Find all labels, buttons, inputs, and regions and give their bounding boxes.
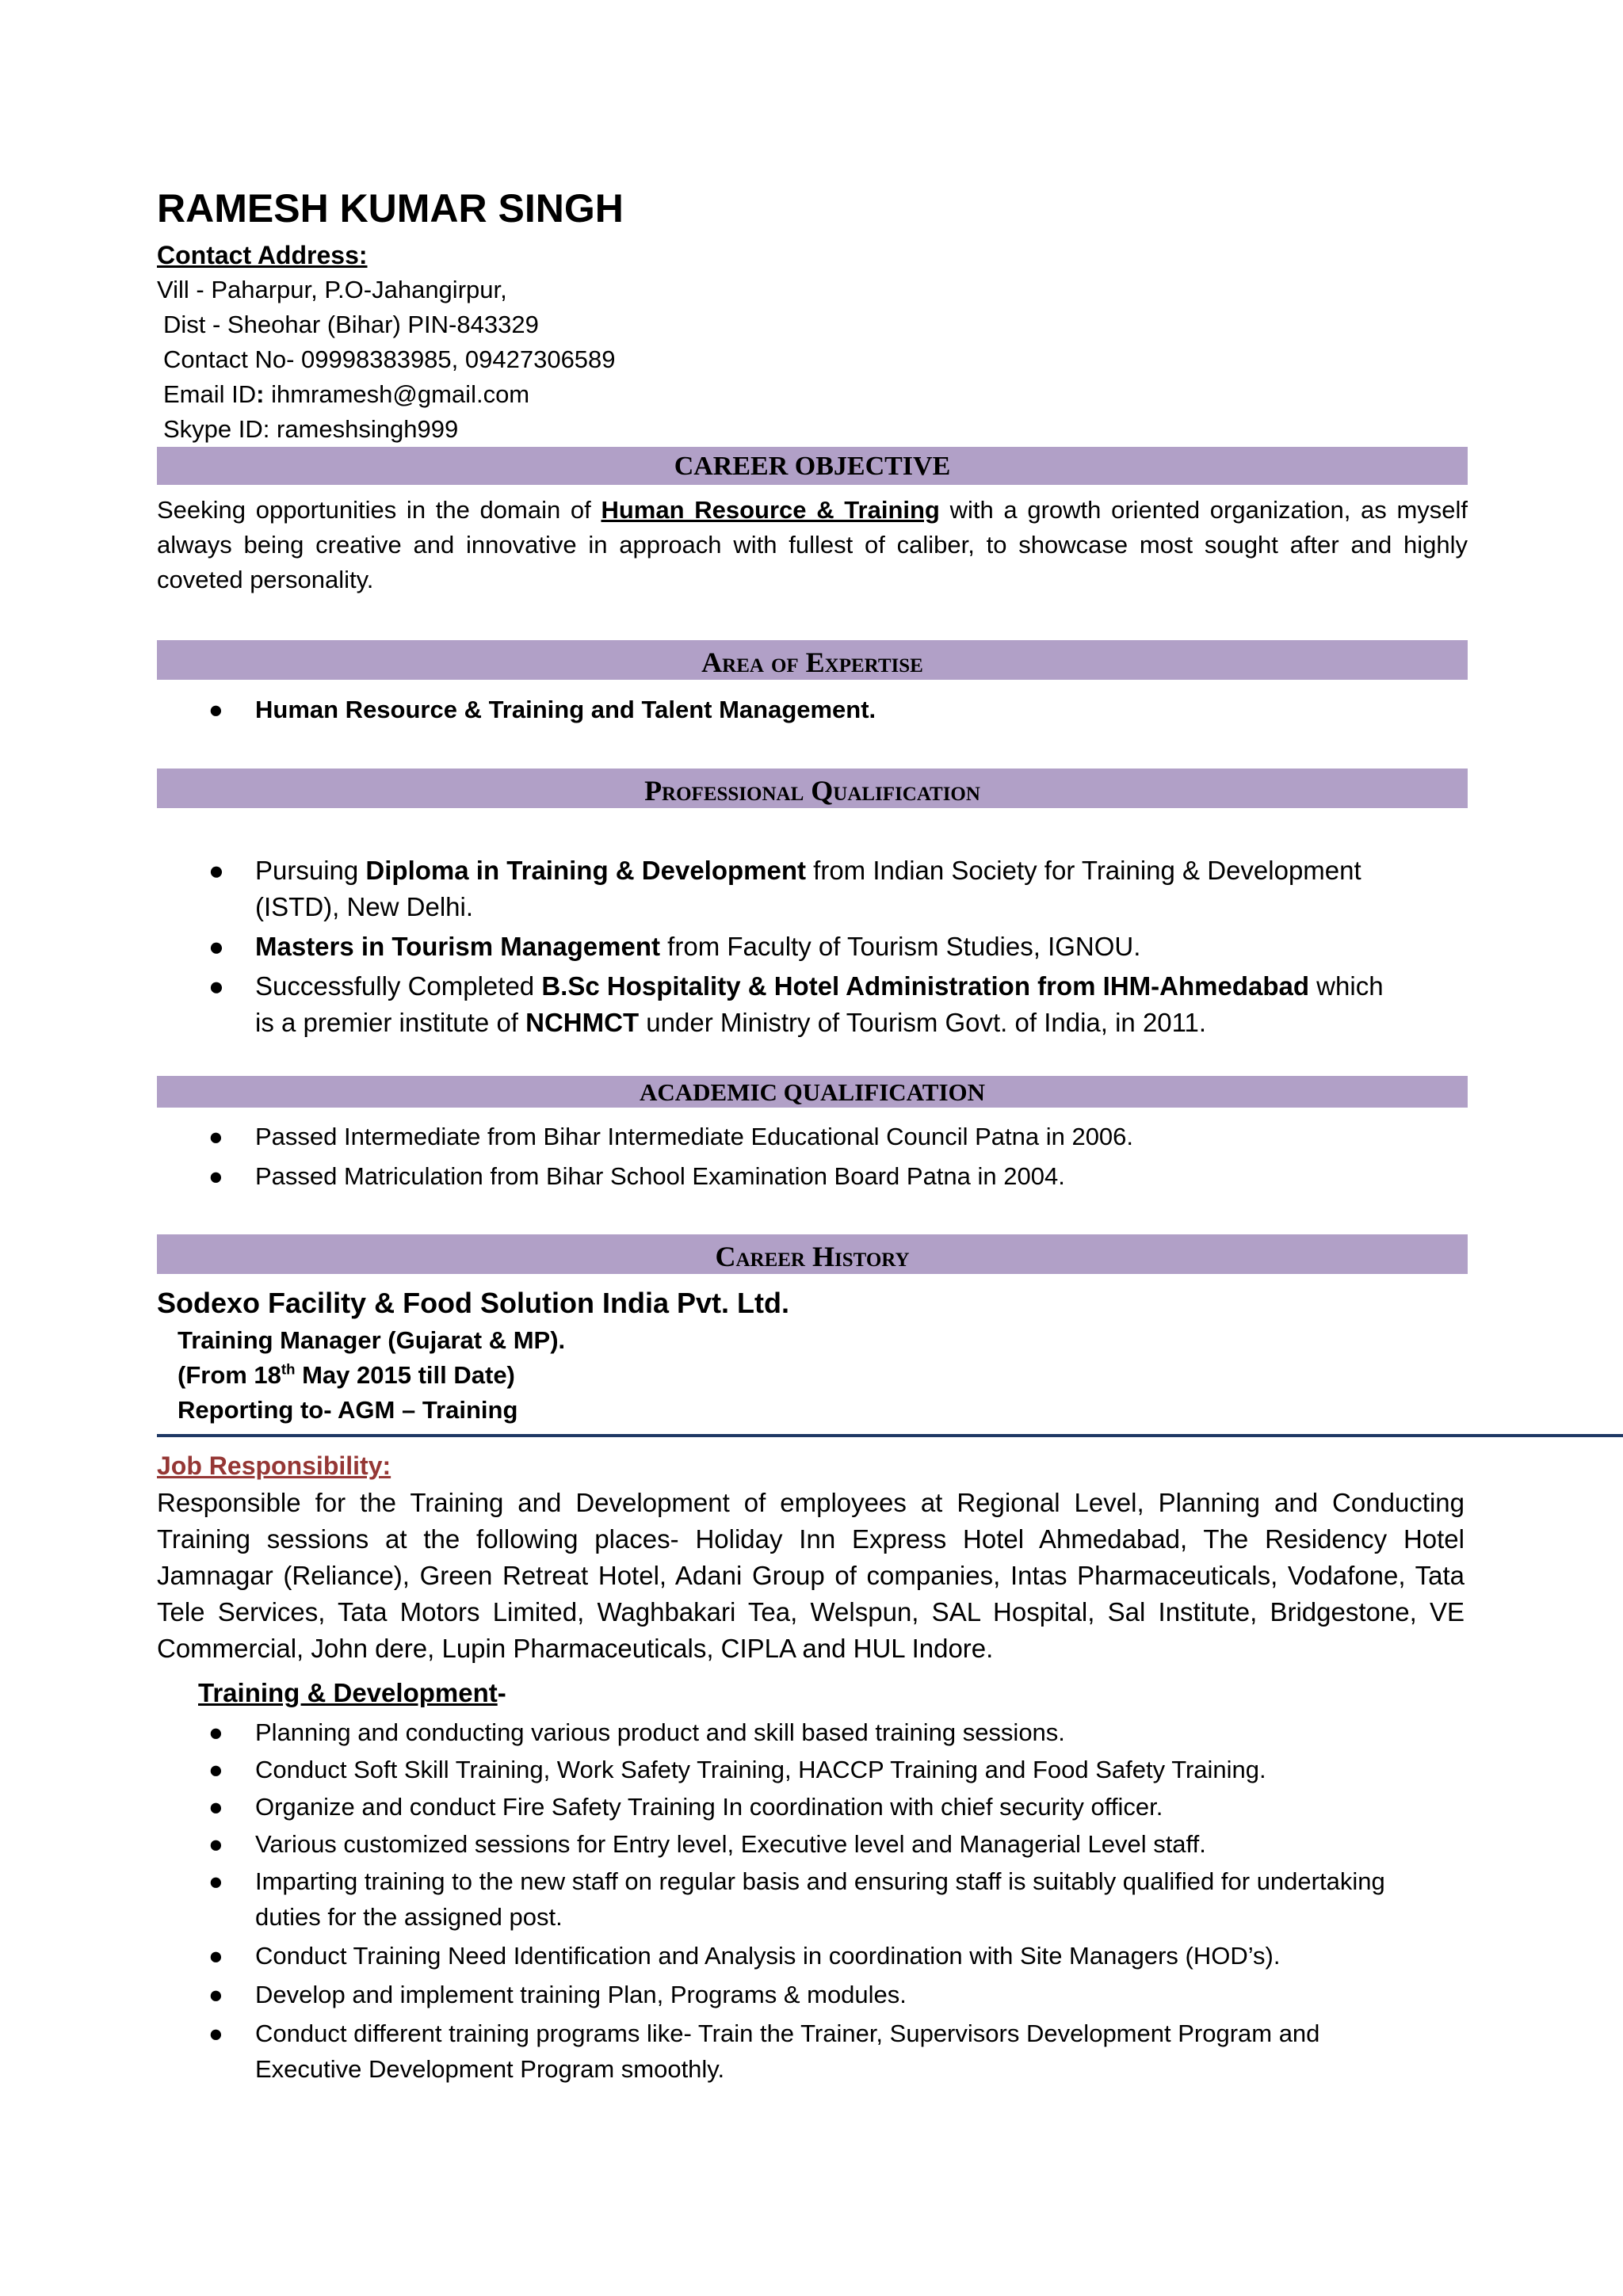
job-role: Training Manager (Gujarat & MP).: [178, 1326, 566, 1354]
prof-item-1-pre: Pursuing: [255, 856, 366, 885]
address-line-2: Dist - Sheohar (Bihar) PIN-843329: [163, 311, 539, 338]
list-item: [0, 692, 1404, 727]
skype-id: Skype ID: rameshsingh999: [163, 415, 459, 443]
prof-item-3-bold: B.Sc Hospitality & Hotel Administration from IHM-Ahmedabad: [541, 971, 1310, 1001]
list-item: [0, 1157, 1404, 1196]
objective-highlight: Human Resource & Training: [601, 496, 940, 524]
td-item: Imparting training to the new staff on regular basis and ensuring staff is suitably qualified for undertaking duties for the assigned post.: [255, 1867, 1385, 1931]
expertise-list: [0, 692, 1404, 727]
list-item: [0, 1752, 1404, 1787]
reporting-to: Reporting to- AGM – Training: [178, 1396, 518, 1424]
list-item: [0, 1789, 1404, 1825]
email-label: Email ID: [163, 380, 257, 408]
job-duration: [178, 1358, 515, 1393]
list-item: [0, 929, 1404, 965]
td-heading-text: Training & Development: [198, 1678, 498, 1707]
prof-item-3-post: under Ministry of Tourism Govt. of India, in 2011.: [639, 1008, 1207, 1037]
job-responsibility-heading: Job Responsibility:: [157, 1451, 391, 1480]
job-responsibility-summary: Responsible for the Training and Development of employees at Regional Level, Planning and Conducting Training sessions at the following places- Holiday Inn Express Hotel Ahmedabad, The Residency Hotel Jamnagar (Reliance), Green Retreat Hotel, Adani Group of companies, Intas Pharmaceuticals, Vodafone, Tata Tele Services, Tata Motors Limited, Waghbakari Tea, Welspun, SAL Hospital, Sal Institute, Bridgestone, VE Commercial, John dere, Lupin Pharmaceuticals, CIPLA and HUL Indore.: [157, 1488, 1465, 1663]
duration-end: May 2015 till Date): [295, 1361, 515, 1389]
expertise-item: Human Resource & Training and Talent Management.: [255, 696, 876, 723]
list-item: [0, 852, 1404, 925]
academic-item: Passed Matriculation from Bihar School Examination Board Patna in 2004.: [255, 1162, 1065, 1190]
prof-item-3-bold2: NCHMCT: [525, 1008, 640, 1037]
academic-item: Passed Intermediate from Bihar Intermediate Educational Council Patna in 2006.: [255, 1123, 1134, 1150]
bullet-icon: ●: [208, 1123, 223, 1150]
company-name: Sodexo Facility & Food Solution India Pvt. Ltd.: [157, 1287, 790, 1319]
bullet-icon: ●: [208, 1867, 223, 1895]
objective-text-start: Seeking opportunities in the domain of: [157, 496, 601, 524]
section-career-objective: CAREER OBJECTIVE: [157, 447, 1468, 485]
section-professional-qualification: Professional Qualification: [157, 769, 1468, 808]
td-item: Conduct Soft Skill Training, Work Safety Training, HACCP Training and Food Safety Training.: [255, 1756, 1266, 1783]
prof-item-3-mid: which is a premier institute of: [255, 971, 1384, 1037]
list-item: [0, 968, 1404, 1041]
candidate-name: RAMESH KUMAR SINGH: [157, 186, 624, 231]
bullet-icon: ●: [208, 1942, 223, 1970]
section-academic-qualification: ACADEMIC QUALIFICATION: [157, 1076, 1468, 1108]
list-item: [0, 1714, 1404, 1750]
prof-item-2-post: from Faculty of Tourism Studies, IGNOU.: [660, 932, 1141, 961]
section-area-of-expertise: Area of Expertise: [157, 640, 1468, 680]
bullet-icon: ●: [208, 696, 223, 723]
td-item: Planning and conducting various product and skill based training sessions.: [255, 1718, 1065, 1746]
td-item: Various customized sessions for Entry level, Executive level and Managerial Level staff.: [255, 1830, 1206, 1858]
bullet-icon: ●: [208, 1793, 223, 1821]
list-item: [0, 1977, 1404, 2012]
td-item: Conduct Training Need Identification and Analysis in coordination with Site Managers (HOD’s).: [255, 1942, 1281, 1970]
bullet-icon: ●: [208, 1756, 223, 1783]
list-item: [0, 1938, 1404, 1974]
bullet-icon: ●: [208, 856, 224, 885]
prof-item-1-post: from Indian Society for Training & Development (ISTD), New Delhi.: [255, 856, 1361, 921]
training-development-list: [0, 1714, 1404, 2087]
objective-text-end: with a growth oriented organization, as myself always being creative and innovative in approach with fullest of caliber, to showcase most sought after and highly coveted personality.: [157, 496, 1468, 593]
bullet-icon: ●: [208, 2019, 223, 2047]
td-item: Conduct different training programs like- Train the Trainer, Supervisors Development Program and Executive Development Program smoothly.: [255, 2019, 1320, 2083]
td-heading-dash: -: [497, 1678, 506, 1707]
prof-item-1-bold: Diploma in Training & Development: [365, 856, 806, 885]
professional-list: [0, 852, 1404, 1041]
prof-item-3-pre: Successfully Completed: [255, 971, 542, 1001]
training-development-heading: [198, 1675, 506, 1711]
td-item: Develop and implement training Plan, Programs & modules.: [255, 1981, 907, 2008]
career-objective-text: [157, 493, 1468, 597]
list-item: [0, 1117, 1404, 1157]
bullet-icon: ●: [208, 1981, 223, 2008]
academic-list: [0, 1117, 1404, 1196]
bullet-icon: ●: [208, 971, 224, 1001]
duration-sup: th: [281, 1360, 296, 1378]
bullet-icon: ●: [208, 932, 224, 961]
email-line: [163, 377, 529, 412]
email-value: ihmramesh@gmail.com: [264, 380, 530, 408]
bullet-icon: ●: [208, 1718, 223, 1746]
bullet-icon: ●: [208, 1162, 223, 1190]
list-item: [0, 2016, 1404, 2087]
address-line-1: Vill - Paharpur, P.O-Jahangirpur,: [157, 276, 507, 303]
prof-item-2-bold: Masters in Tourism Management: [255, 932, 661, 961]
duration-start: (From 18: [178, 1361, 281, 1389]
list-item: [0, 1826, 1404, 1862]
section-divider: [157, 1434, 1623, 1437]
contact-number: Contact No- 09998383985, 09427306589: [163, 345, 616, 373]
email-colon: :: [256, 380, 265, 408]
contact-heading: Contact Address:: [157, 241, 368, 269]
list-item: [0, 1863, 1404, 1935]
bullet-icon: ●: [208, 1830, 223, 1858]
td-item: Organize and conduct Fire Safety Training In coordination with chief security officer.: [255, 1793, 1163, 1821]
section-career-history: Career History: [157, 1234, 1468, 1274]
